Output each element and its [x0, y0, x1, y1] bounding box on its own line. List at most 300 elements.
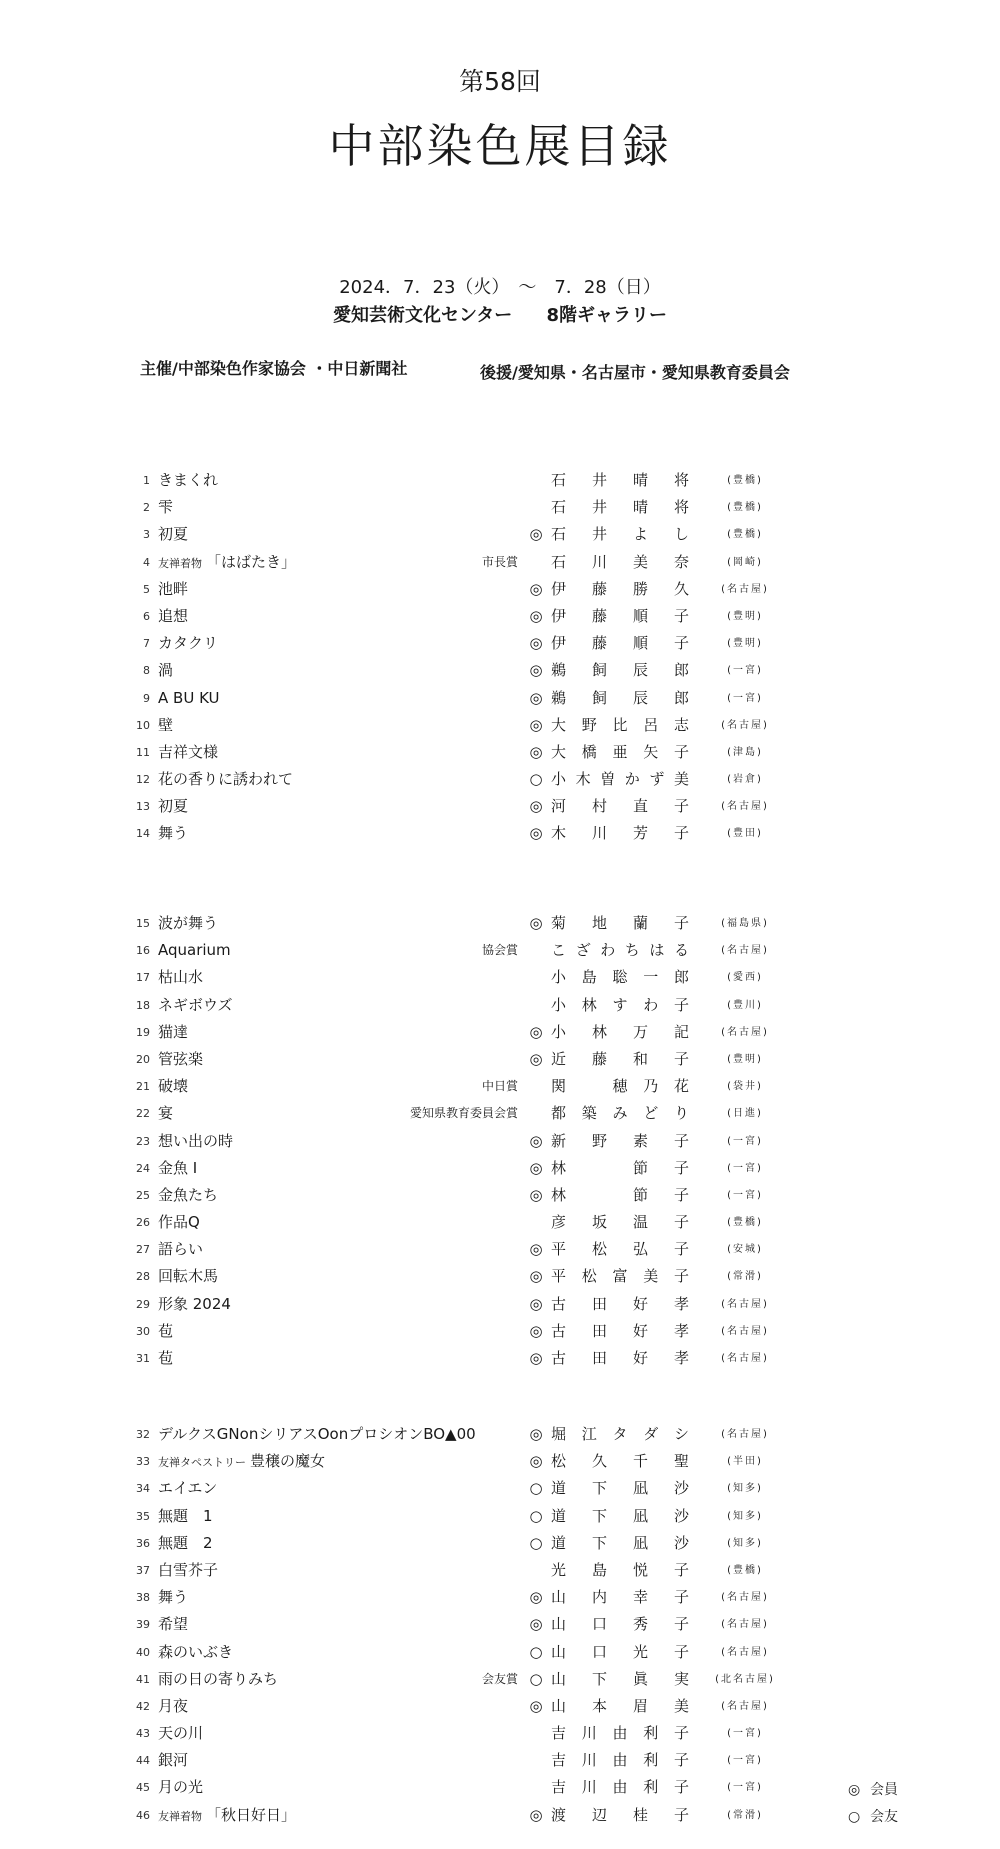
- entry-number: 24: [136, 1161, 150, 1175]
- membership-mark: ○: [529, 1669, 543, 1688]
- entry-title-text: 破壊: [158, 1077, 189, 1096]
- entry-number: 13: [136, 800, 150, 814]
- entry-number: 34: [136, 1482, 150, 1496]
- entry-title-text: 壁: [158, 715, 174, 734]
- artist-location: (豊橋): [727, 475, 763, 486]
- entry-number: 28: [136, 1270, 150, 1284]
- entry-number: 6: [143, 609, 150, 623]
- list-item: [0, 1019, 1000, 1046]
- membership-mark: ◎: [529, 1425, 543, 1443]
- artist-name: 光 島 悦 子: [551, 1560, 689, 1579]
- membership-mark: ○: [529, 1506, 543, 1525]
- entry-award: 市長賞: [481, 554, 518, 569]
- artist-location: (豊橋): [727, 1217, 763, 1229]
- list-item: [0, 630, 1000, 657]
- entry-title-text: 作品Q: [158, 1213, 200, 1232]
- list-item: [0, 549, 1000, 576]
- entry-number: 32: [136, 1428, 150, 1441]
- entry-title: [158, 1345, 173, 1372]
- list-item: [0, 1639, 1000, 1666]
- artist-location: (豊明): [727, 638, 763, 650]
- entry-title-text: 回転木馬: [158, 1267, 219, 1286]
- entry-title: [158, 1584, 188, 1611]
- artist-name: 小 島 聡 一 郎: [551, 968, 689, 987]
- entry-number: 7: [143, 637, 150, 651]
- artist-name: 道 下 凪 沙: [551, 1506, 689, 1525]
- artist-name: 鵜 飼 辰 郎: [551, 661, 689, 680]
- list-item: [0, 1209, 1000, 1236]
- artist-name: 伊 藤 順 子: [551, 634, 689, 653]
- membership-mark: ◎: [529, 1049, 543, 1068]
- list-item: [0, 1584, 1000, 1611]
- list-item: [0, 1421, 1000, 1448]
- artist-name: 山 内 幸 子: [551, 1588, 689, 1607]
- list-item: [0, 964, 1000, 991]
- artist-name: 林 節 子: [551, 1158, 689, 1177]
- entry-number: 21: [136, 1080, 150, 1094]
- artist-location: (津島): [727, 746, 763, 758]
- artist-location: (豊橋): [727, 1564, 763, 1576]
- entry-title-text: 猫達: [158, 1022, 189, 1041]
- entry-title: [158, 467, 218, 494]
- artist-name: 古 田 好 孝: [551, 1321, 689, 1340]
- list-item: [0, 793, 1000, 820]
- list-item: [0, 521, 1000, 548]
- membership-mark: ◎: [529, 742, 543, 761]
- list-item: [0, 712, 1000, 739]
- entry-title-text: 花の香りに誘われて: [158, 770, 294, 789]
- artist-location: (名古屋): [721, 1619, 769, 1631]
- list-item: [0, 1557, 1000, 1584]
- entry-number: 15: [136, 917, 150, 930]
- entry-title-text: エイエン: [158, 1479, 218, 1498]
- artist-location: (知多): [727, 1537, 763, 1549]
- artist-name: 道 下 凪 沙: [551, 1479, 689, 1498]
- artist-name: 都 築 み ど り: [551, 1104, 689, 1123]
- entry-number: 29: [136, 1297, 150, 1311]
- entry-title: [158, 549, 296, 577]
- list-item: [0, 494, 1000, 521]
- artist-name: 吉 川 由 利 子: [551, 1778, 689, 1797]
- artist-location: (常滑): [727, 1809, 763, 1821]
- artist-name: 渡 辺 桂 子: [551, 1805, 689, 1824]
- entry-number: 12: [136, 773, 150, 787]
- entry-number: 33: [136, 1455, 150, 1469]
- membership-mark: ◎: [529, 1131, 543, 1150]
- entry-number: 43: [136, 1727, 150, 1741]
- artist-name: 新 野 素 子: [551, 1131, 689, 1150]
- entry-title: [158, 1666, 278, 1693]
- legend-friend: [848, 1806, 898, 1826]
- entry-title: [158, 1503, 213, 1530]
- list-item: [0, 1611, 1000, 1638]
- entry-number: 41: [136, 1672, 150, 1686]
- list-item: [0, 1100, 1000, 1127]
- list-item: [0, 1475, 1000, 1502]
- entry-number: 40: [136, 1645, 150, 1659]
- entry-title-text: きまくれ: [158, 471, 219, 489]
- entry-number: 2: [143, 501, 150, 515]
- entry-title-text: ネギボウズ: [158, 995, 233, 1014]
- edition-number: 第58回: [459, 67, 541, 96]
- entry-title-text: 舞う: [158, 1588, 189, 1607]
- entry-number: 16: [136, 944, 150, 958]
- entry-number: 11: [136, 745, 150, 759]
- membership-mark: ◎: [529, 1321, 543, 1340]
- artist-location: (名古屋): [721, 583, 769, 595]
- artist-name: 堀 江 タ ダ シ: [551, 1425, 689, 1443]
- membership-mark: ◎: [529, 1267, 543, 1286]
- entry-title: [158, 685, 219, 712]
- entry-title-text: 舞う: [158, 824, 189, 843]
- entry-title: [158, 576, 188, 603]
- entry-title-text: 初夏: [158, 797, 189, 816]
- entry-title-prefix: 友禅タペストリー: [158, 1456, 246, 1470]
- artist-location: (一宮): [727, 1728, 763, 1740]
- artist-location: (安城): [727, 1244, 763, 1256]
- entry-title: [158, 1182, 218, 1209]
- entry-title-text: 白雪芥子: [158, 1560, 219, 1579]
- entry-title: [158, 1100, 173, 1127]
- entry-title: [158, 1318, 173, 1345]
- entry-title-text: 希望: [158, 1615, 189, 1634]
- artist-location: (知多): [727, 1510, 763, 1522]
- artist-name: 石 川 美 奈: [551, 552, 689, 571]
- artist-location: (知多): [727, 1483, 763, 1495]
- list-item: [0, 1155, 1000, 1182]
- entry-title: [158, 1046, 203, 1073]
- entry-title-text: 無題 1: [158, 1506, 213, 1525]
- artist-name: 山 本 眉 美: [551, 1696, 689, 1715]
- list-item: [0, 937, 1000, 964]
- entry-title: [158, 1263, 218, 1290]
- entry-title: [158, 739, 218, 766]
- artist-location: (名古屋): [721, 1353, 769, 1364]
- entry-group-1: [0, 467, 1000, 848]
- friend-symbol: ○: [848, 1809, 861, 1825]
- entry-award: 愛知県教育委員会賞: [409, 1106, 518, 1121]
- entry-title: [158, 1639, 233, 1666]
- entry-title: [158, 657, 173, 684]
- entry-number: 9: [143, 691, 150, 705]
- artist-name: 平 松 弘 子: [551, 1240, 689, 1259]
- artist-location: (愛西): [727, 972, 763, 984]
- entry-title: [158, 1693, 188, 1720]
- entry-award: 会友賞: [481, 1671, 518, 1686]
- entry-number: 8: [143, 664, 150, 678]
- artist-name: 関 穂 乃 花: [551, 1077, 689, 1096]
- entry-title-text: 管弦楽: [158, 1049, 204, 1068]
- artist-location: (豊明): [727, 610, 763, 622]
- entry-title: [158, 712, 173, 739]
- membership-mark: ◎: [529, 1158, 543, 1177]
- artist-location: (名古屋): [721, 801, 769, 813]
- entry-title: [158, 603, 188, 630]
- artist-location: (豊橋): [727, 502, 763, 514]
- entry-number: 35: [136, 1509, 150, 1523]
- artist-location: (名古屋): [721, 945, 769, 957]
- artist-name: 石 井 晴 将: [551, 471, 689, 489]
- artist-name: 平 松 富 美 子: [551, 1267, 689, 1286]
- entry-title: [158, 1421, 476, 1448]
- membership-mark: ◎: [529, 1294, 543, 1313]
- list-item: [0, 576, 1000, 603]
- entry-title: [158, 1530, 213, 1557]
- entry-group-3: [0, 1421, 1000, 1829]
- entry-title: [158, 521, 188, 548]
- entry-title: [158, 1448, 325, 1476]
- list-item: [0, 1693, 1000, 1720]
- list-item: [0, 910, 1000, 937]
- membership-mark: ◎: [529, 1588, 543, 1607]
- artist-location: (名古屋): [721, 719, 769, 731]
- entry-title-text: 月の光: [158, 1778, 204, 1797]
- membership-mark: ◎: [529, 606, 543, 625]
- list-item: [0, 820, 1000, 847]
- venue-floor: 8階ギャラリー: [546, 305, 668, 326]
- entry-title: [158, 1073, 188, 1100]
- list-item: [0, 1291, 1000, 1318]
- entry-title-text: 形象 2024: [158, 1294, 231, 1313]
- entry-number: 26: [136, 1216, 150, 1230]
- list-item: [0, 739, 1000, 766]
- artist-location: (名古屋): [721, 1592, 769, 1604]
- artist-location: (福島県): [721, 918, 769, 929]
- list-item: [0, 1236, 1000, 1263]
- entry-title-text: 波が舞う: [158, 914, 219, 932]
- membership-mark: ◎: [529, 1805, 543, 1824]
- artist-location: (北名古屋): [715, 1673, 775, 1685]
- venue: [0, 301, 1000, 327]
- artist-name: 大 野 比 呂 志: [551, 715, 689, 734]
- artist-location: (岩倉): [727, 774, 763, 786]
- artist-name: 小 木 曽 か ず 美: [551, 770, 689, 789]
- exhibition-dates: 2024．7．23（火） ～ 7．28（日）: [339, 277, 661, 298]
- entry-title-text: 豊穣の魔女: [250, 1452, 326, 1471]
- artist-name: 林 節 子: [551, 1185, 689, 1204]
- list-item: [0, 1073, 1000, 1100]
- artist-name: 石 井 晴 将: [551, 498, 689, 517]
- artist-name: 近 藤 和 子: [551, 1049, 689, 1068]
- artist-name: 松 久 千 聖: [551, 1452, 689, 1471]
- entry-number: 31: [136, 1352, 150, 1365]
- entry-title-text: 「秋日好日」: [206, 1805, 297, 1824]
- entry-title-text: 池畔: [158, 579, 189, 598]
- entry-number: 42: [136, 1699, 150, 1713]
- list-item: [0, 1503, 1000, 1530]
- membership-mark: ◎: [529, 661, 543, 680]
- entry-number: 36: [136, 1536, 150, 1550]
- list-item: [0, 1318, 1000, 1345]
- artist-location: (常滑): [727, 1271, 763, 1283]
- entry-title: [158, 1802, 296, 1830]
- artist-location: (一宮): [727, 1782, 763, 1794]
- entry-title: [158, 1611, 188, 1638]
- entry-title-prefix: 友禅着物: [158, 556, 202, 570]
- artist-name: 鵜 飼 辰 郎: [551, 688, 689, 707]
- entry-title-text: 金魚 I: [158, 1158, 198, 1177]
- entry-title-text: 宴: [158, 1104, 174, 1123]
- entry-number: 25: [136, 1188, 150, 1202]
- artist-location: (袋井): [727, 1081, 763, 1093]
- list-item: [0, 1182, 1000, 1209]
- list-item: [0, 766, 1000, 793]
- artist-location: (豊田): [727, 828, 763, 840]
- list-item: [0, 1263, 1000, 1290]
- artist-location: (一宮): [727, 1755, 763, 1767]
- member-symbol: ◎: [848, 1782, 861, 1798]
- membership-mark: ◎: [529, 1615, 543, 1634]
- entry-title-text: カタクリ: [158, 634, 219, 653]
- artist-location: (名古屋): [721, 1646, 769, 1658]
- artist-location: (豊川): [727, 999, 763, 1011]
- artist-location: (名古屋): [721, 1298, 769, 1310]
- entry-title: [158, 766, 293, 793]
- entry-title-text: 雨の日の寄りみち: [158, 1669, 279, 1688]
- artist-location: (名古屋): [721, 1700, 769, 1712]
- entry-number: 46: [136, 1808, 150, 1822]
- artist-location: (一宮): [727, 692, 763, 704]
- entry-title-prefix: 友禅着物: [158, 1809, 202, 1823]
- entry-title-text: 「はばたき」: [206, 552, 297, 571]
- entry-number: 37: [136, 1563, 150, 1577]
- page-title: 中部染色展目録: [328, 119, 672, 173]
- entry-title: [158, 1475, 217, 1502]
- entry-title-text: Aquarium: [158, 941, 231, 960]
- membership-mark: ○: [529, 770, 543, 789]
- entry-title: [158, 1747, 188, 1774]
- membership-mark: ◎: [529, 1022, 543, 1041]
- entry-number: 30: [136, 1324, 150, 1338]
- legend-member: [848, 1779, 898, 1799]
- entry-title: [158, 1557, 218, 1584]
- friend-label: 会友: [870, 1809, 898, 1825]
- entry-title: [158, 1019, 188, 1046]
- artist-name: 彦 坂 温 子: [551, 1213, 689, 1232]
- artist-name: 吉 川 由 利 子: [551, 1751, 689, 1770]
- artist-name: 古 田 好 孝: [551, 1294, 689, 1313]
- entry-number: 17: [136, 971, 150, 985]
- entry-title: [158, 964, 203, 991]
- entry-title-text: 金魚たち: [158, 1185, 219, 1204]
- entry-title-text: 雫: [158, 498, 174, 517]
- artist-name: 河 村 直 子: [551, 797, 689, 816]
- artist-name: 古 田 好 孝: [551, 1349, 689, 1367]
- entry-number: 1: [143, 474, 150, 487]
- entry-title-text: デルクスGNonシリアスOonプロシオンBO▲00: [158, 1425, 476, 1443]
- entry-title: [158, 910, 218, 937]
- membership-mark: ◎: [529, 1452, 543, 1471]
- artist-location: (半田): [727, 1456, 763, 1468]
- entry-number: 18: [136, 998, 150, 1012]
- entry-title-text: 吉祥文様: [158, 742, 219, 761]
- artist-location: (名古屋): [721, 1325, 769, 1337]
- artist-location: (一宮): [727, 1162, 763, 1174]
- list-item: [0, 1345, 1000, 1372]
- entry-title-text: 苞: [158, 1349, 174, 1367]
- entry-award: 協会賞: [481, 943, 518, 958]
- membership-mark: ○: [529, 1642, 543, 1661]
- list-item: [0, 1046, 1000, 1073]
- list-item: [0, 603, 1000, 630]
- entry-group-2: [0, 910, 1000, 1372]
- artist-name: 木 川 芳 子: [551, 824, 689, 843]
- entry-number: 5: [143, 582, 150, 596]
- entry-title-text: 初夏: [158, 525, 189, 544]
- entry-title-text: 追想: [158, 606, 189, 625]
- membership-mark: ◎: [529, 1185, 543, 1204]
- artist-name: 小 林 万 記: [551, 1022, 689, 1041]
- entry-title-text: 銀河: [158, 1751, 189, 1770]
- list-item: [0, 992, 1000, 1019]
- artist-name: 道 下 凪 沙: [551, 1533, 689, 1552]
- entry-title: [158, 1155, 197, 1182]
- membership-mark: ◎: [529, 579, 543, 598]
- entry-title-text: 天の川: [158, 1724, 204, 1743]
- list-item: [0, 1747, 1000, 1774]
- artist-location: (豊明): [727, 1053, 763, 1065]
- entry-number: 4: [143, 555, 150, 569]
- entry-title: [158, 1209, 200, 1236]
- artist-name: 小 林 す わ 子: [551, 995, 689, 1014]
- entry-title-text: 無題 2: [158, 1533, 213, 1552]
- artist-name: 菊 地 蘭 子: [551, 914, 689, 932]
- artist-location: (一宮): [727, 665, 763, 677]
- list-item: [0, 467, 1000, 494]
- artist-name: こ ざ わ ち は る: [551, 941, 689, 960]
- list-item: [0, 1720, 1000, 1747]
- artist-name: 伊 藤 順 子: [551, 606, 689, 625]
- entry-title: [158, 937, 231, 964]
- list-item: [0, 1128, 1000, 1155]
- membership-mark: ◎: [529, 797, 543, 816]
- entry-number: 20: [136, 1052, 150, 1066]
- entry-award: 中日賞: [481, 1079, 518, 1094]
- membership-mark: ◎: [529, 525, 543, 544]
- membership-mark: ◎: [529, 914, 543, 932]
- member-label: 会員: [870, 1782, 898, 1798]
- support: 後援/愛知県・名古屋市・愛知県教育委員会: [480, 363, 790, 382]
- entry-number: 23: [136, 1134, 150, 1148]
- entry-title-text: A BU KU: [158, 688, 220, 707]
- list-item: [0, 657, 1000, 684]
- entry-title-text: 枯山水: [158, 968, 204, 987]
- artist-location: (岡崎): [727, 556, 763, 568]
- entry-number: 38: [136, 1591, 150, 1605]
- artist-location: (一宮): [727, 1135, 763, 1147]
- entry-title-text: 想い出の時: [158, 1131, 234, 1150]
- entry-title: [158, 1291, 231, 1318]
- entry-title-text: 月夜: [158, 1696, 189, 1715]
- entry-title: [158, 1720, 203, 1747]
- membership-mark: ◎: [529, 634, 543, 653]
- venue-name: 愛知芸術文化センター: [332, 305, 513, 326]
- entry-title: [158, 992, 233, 1019]
- entry-number: 39: [136, 1618, 150, 1632]
- artist-name: 石 井 よ し: [551, 525, 689, 544]
- artist-location: (一宮): [727, 1189, 763, 1201]
- artist-name: 山 下 眞 実: [551, 1669, 689, 1688]
- membership-mark: ○: [529, 1533, 543, 1552]
- list-item: [0, 1666, 1000, 1693]
- artist-name: 山 口 秀 子: [551, 1615, 689, 1634]
- entry-number: 22: [136, 1107, 150, 1121]
- artist-name: 吉 川 由 利 子: [551, 1724, 689, 1743]
- entry-number: 3: [143, 528, 150, 542]
- membership-mark: ◎: [529, 1696, 543, 1715]
- artist-location: (豊橋): [727, 529, 763, 541]
- entry-title-text: 語らい: [158, 1240, 204, 1259]
